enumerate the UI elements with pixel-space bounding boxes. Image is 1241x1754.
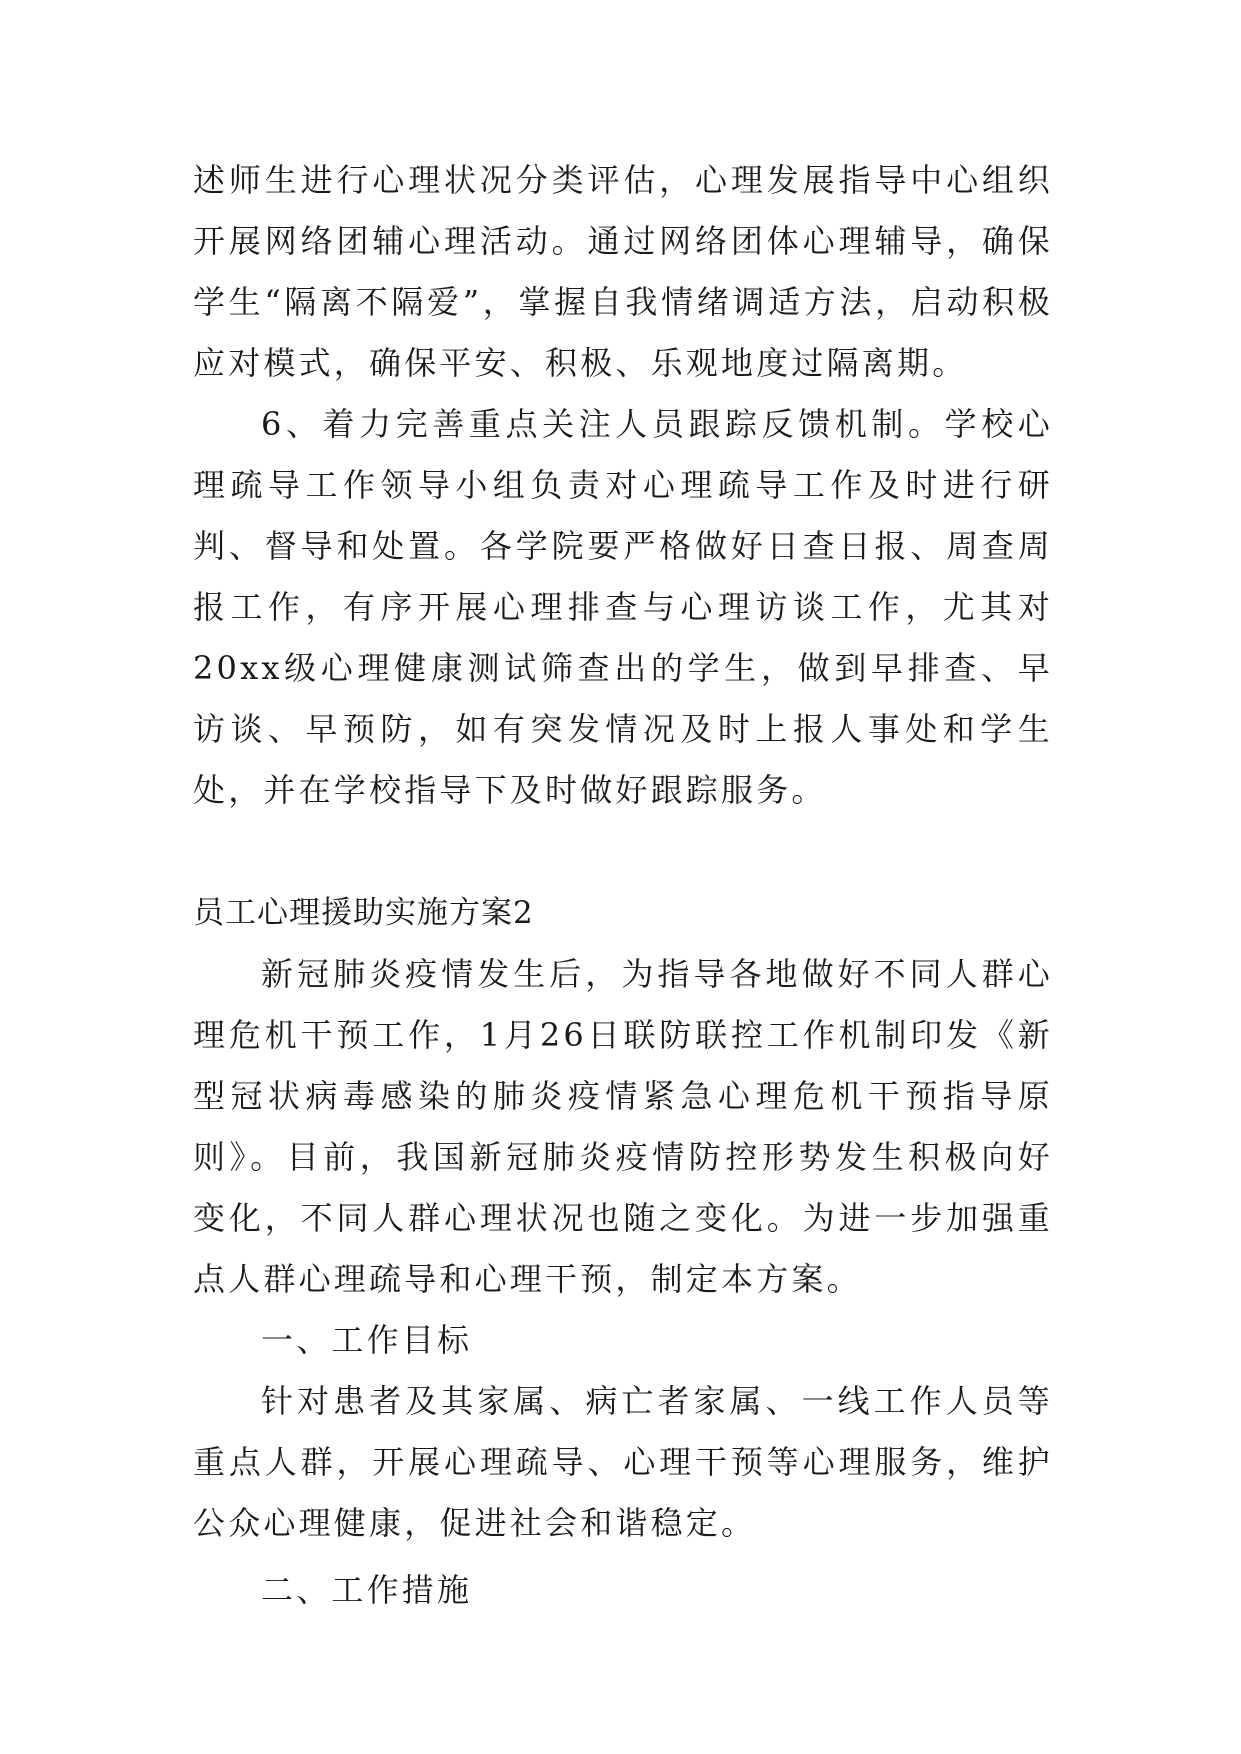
paragraph-continued: 述师生进行心理状况分类评估，心理发展指导中心组织开展网络团辅心理活动。通过网络团体心理辅导，确保学生“隔离不隔爱”，掌握自我情绪调适方法，启动积极应对模式，确保平安、积极、乐观地度过隔离期。 [193,161,1053,382]
section-title: 员工心理援助实施方案2 [193,895,534,931]
paragraph-item-6: 6、着力完善重点关注人员跟踪反馈机制。学校心理疏导工作领导小组负责对心理疏导工作及时进行研判、督导和处置。各学院要严格做好日查日报、周查周报工作，有序开展心理排查与心理访谈工作，尤其对20xx级心理健康测试筛查出的学生，做到早排查、早访谈、早预防，如有突发情况及时上报人事处和学生处，并在学校指导下及时做好跟踪服务。 [193,405,1053,809]
paragraph-intro: 新冠肺炎疫情发生后，为指导各地做好不同人群心理危机干预工作，1月26日联防联控工作机制印发《新型冠状病毒感染的肺炎疫情紧急心理危机干预指导原则》。目前，我国新冠肺炎疫情防控形势发生积极向好变化，不同人群心理状况也随之变化。为进一步加强重点人群心理疏导和心理干预，制定本方案。 [193,955,1053,1298]
heading-work-goals: 一、工作目标 [261,1321,473,1359]
paragraph-work-goals: 针对患者及其家属、病亡者家属、一线工作人员等重点人群，开展心理疏导、心理干预等心理服务，维护公众心理健康，促进社会和谐稳定。 [193,1382,1053,1542]
heading-work-measures: 二、工作措施 [261,1571,473,1609]
document-body [193,150,1053,1621]
